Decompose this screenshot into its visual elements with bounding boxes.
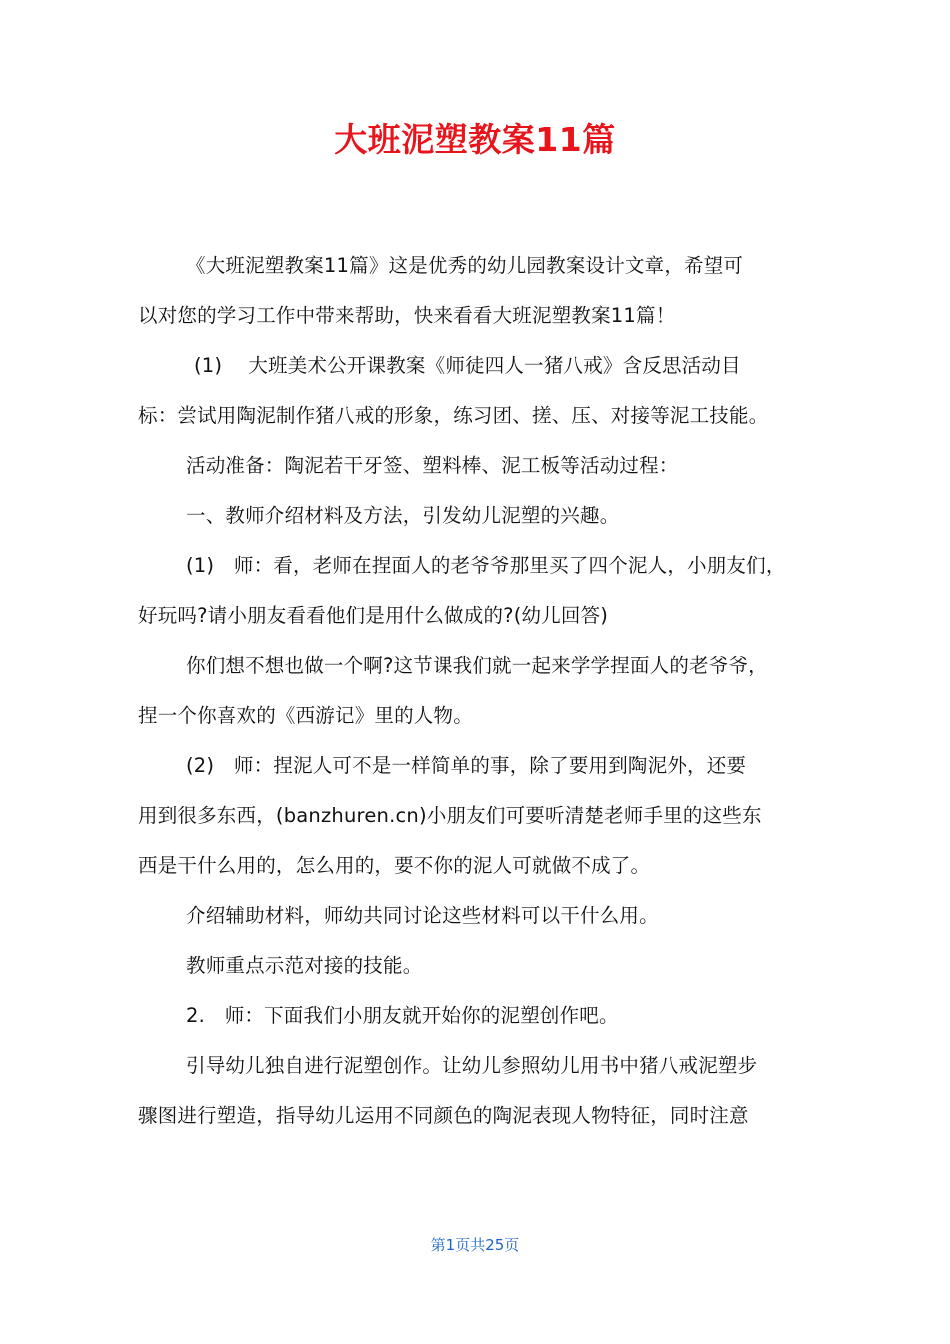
body-line: 教师重点示范对接的技能。 [186, 954, 423, 977]
body-line: 活动准备：陶泥若干牙签、塑料棒、泥工板等活动过程： [186, 454, 679, 477]
body-line: (1) 师：看，老师在捏面人的老爷爷那里买了四个泥人，小朋友们， [186, 554, 786, 577]
body-line: 骤图进行塑造，指导幼儿运用不同颜色的陶泥表现人物特征，同时注意 [138, 1104, 749, 1127]
body-line: 标：尝试用陶泥制作猪八戒的形象，练习团、搓、压、对接等泥工技能。 [138, 404, 769, 427]
body-line: 捏一个你喜欢的《西游记》里的人物。 [138, 704, 473, 727]
body-line: 介绍辅助材料，师幼共同讨论这些材料可以干什么用。 [186, 904, 659, 927]
body-line: 好玩吗?请小朋友看看他们是用什么做成的?(幼儿回答) [138, 604, 609, 627]
body-line: 一、教师介绍材料及方法，引发幼儿泥塑的兴趣。 [186, 504, 620, 527]
body-line: 2. 师：下面我们小朋友就开始你的泥塑创作吧。 [186, 1004, 619, 1027]
body-line: (2) 师：捏泥人可不是一样简单的事，除了要用到陶泥外，还要 [186, 754, 747, 777]
body-line: (1) 大班美术公开课教案《师徒四人一猪八戒》含反思活动目 [194, 354, 741, 377]
body-line: 引导幼儿独自进行泥塑创作。让幼儿参照幼儿用书中猪八戒泥塑步 [186, 1054, 758, 1077]
body-line: 用到很多东西，(banzhuren.cn)小朋友们可要听清楚老师手里的这些东 [138, 804, 762, 827]
body-line: 以对您的学习工作中带来帮助，快来看看大班泥塑教案11篇！ [138, 304, 676, 327]
document-title: 大班泥塑教案11篇 [334, 120, 616, 159]
body-line: 你们想不想也做一个啊?这节课我们就一起来学学捏面人的老爷爷， [186, 654, 768, 677]
page-indicator: 第1页共25页 [430, 1236, 520, 1254]
body-line: 西是干什么用的，怎么用的，要不你的泥人可就做不成了。 [138, 854, 651, 877]
body-line: 《大班泥塑教案11篇》这是优秀的幼儿园教案设计文章，希望可 [186, 254, 744, 277]
